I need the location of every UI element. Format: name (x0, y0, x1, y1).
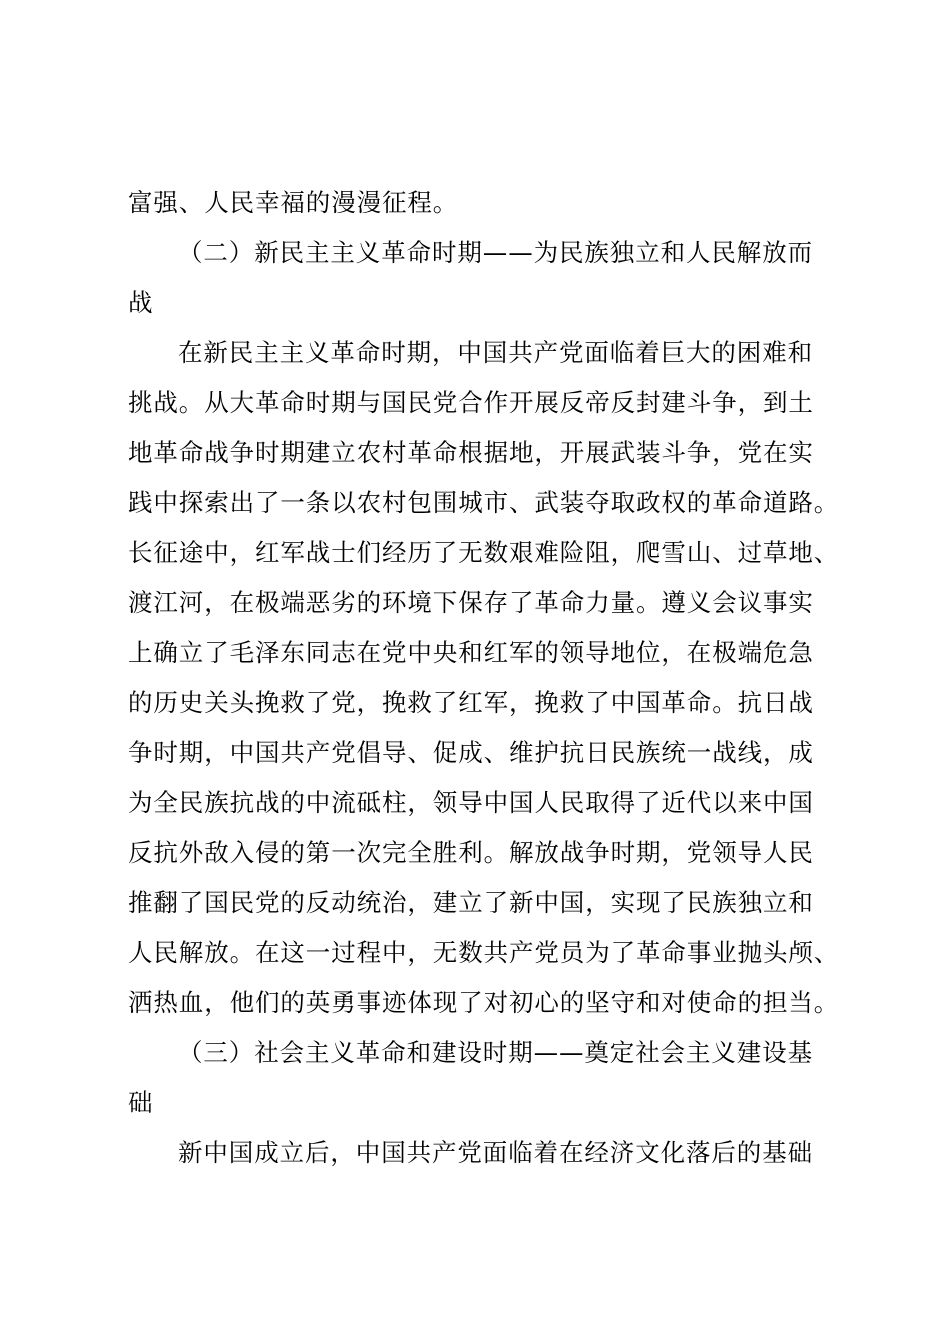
paragraph-line: 人民解放。在这一过程中，无数共产党员为了革命事业抛头颅、 (128, 938, 840, 967)
paragraph-line: 洒热血，他们的英勇事迹体现了对初心的坚守和对使命的担当。 (128, 988, 840, 1017)
paragraph-line: 的历史关头挽救了党，挽救了红军，挽救了中国革命。抗日战 (128, 688, 814, 717)
paragraph-line: 推翻了国民党的反动统治，建立了新中国，实现了民族独立和 (128, 888, 814, 917)
paragraph-line: 践中探索出了一条以农村包围城市、武装夺取政权的革命道路。 (128, 488, 840, 517)
paragraph-line: 富强、人民幸福的漫漫征程。 (128, 188, 459, 217)
section-heading-line: 战 (128, 288, 154, 317)
paragraph-line: 挑战。从大革命时期与国民党合作开展反帝反封建斗争，到土 (128, 388, 814, 417)
paragraph-line: 上确立了毛泽东同志在党中央和红军的领导地位，在极端危急 (128, 638, 814, 667)
paragraph-line: 反抗外敌入侵的第一次完全胜利。解放战争时期，党领导人民 (128, 838, 814, 867)
paragraph-line: 地革命战争时期建立农村革命根据地，开展武装斗争，党在实 (128, 438, 814, 467)
paragraph-line: 新中国成立后，中国共产党面临着在经济文化落后的基础 (178, 1138, 813, 1167)
section-heading-line: （二）新民主主义革命时期——为民族独立和人民解放而 (178, 238, 813, 267)
section-heading-line: 础 (128, 1088, 154, 1117)
paragraph-line: 渡江河，在极端恶劣的环境下保存了革命力量。遵义会议事实 (128, 588, 814, 617)
paragraph-line: 长征途中，红军战士们经历了无数艰难险阻，爬雪山、过草地、 (128, 538, 840, 567)
paragraph-line: 在新民主主义革命时期，中国共产党面临着巨大的困难和 (178, 338, 813, 367)
paragraph-line: 争时期，中国共产党倡导、促成、维护抗日民族统一战线，成 (128, 738, 814, 767)
paragraph-line: 为全民族抗战的中流砥柱，领导中国人民取得了近代以来中国 (128, 788, 814, 817)
section-heading-line: （三）社会主义革命和建设时期——奠定社会主义建设基 (178, 1038, 813, 1067)
